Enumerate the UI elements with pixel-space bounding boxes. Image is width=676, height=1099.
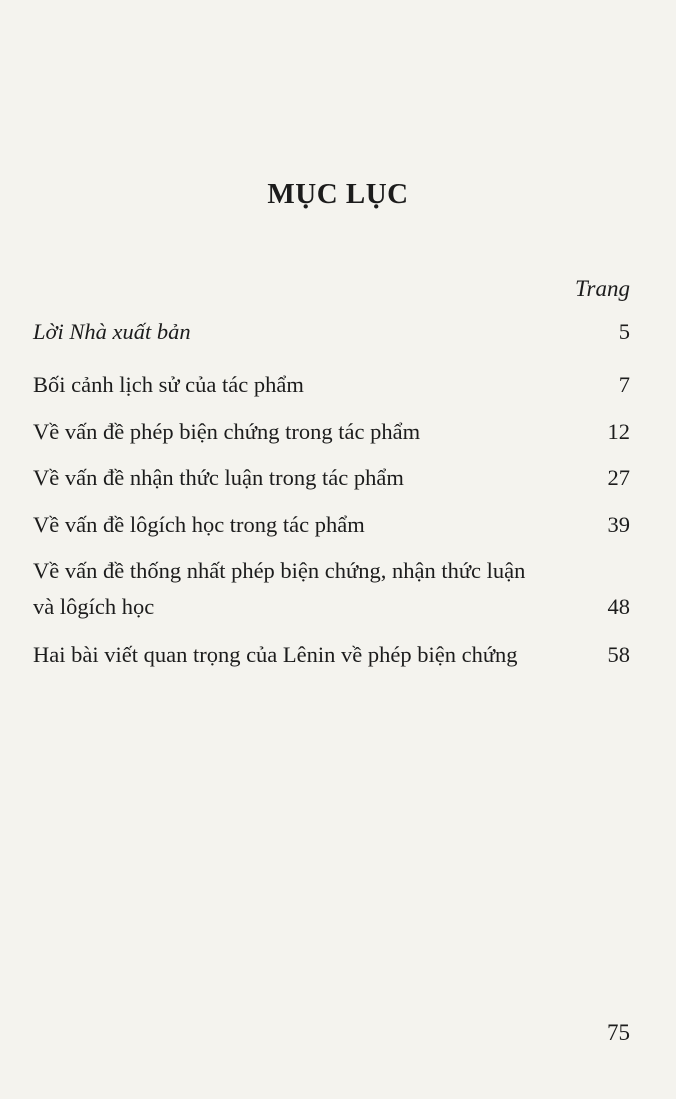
toc-entry-title: Về vấn đề phép biện chứng trong tác phẩm — [33, 419, 421, 444]
toc-entry-4 — [33, 460, 630, 496]
page-column-header: Trang — [575, 276, 630, 301]
toc-entry-7 — [33, 637, 630, 673]
toc-entry-page: 12 — [607, 419, 630, 444]
toc-entry-page: 7 — [618, 372, 630, 397]
toc-entry-title: Hai bài viết quan trọng của Lênin về phép biện chứng — [33, 642, 518, 667]
toc-entry-2 — [33, 367, 630, 403]
toc-entry-title: Về vấn đề nhận thức luận trong tác phẩm — [33, 465, 404, 490]
page-title: MỤC LỤC — [267, 178, 409, 210]
toc-entry-1 — [33, 314, 630, 350]
toc-entry-page: 39 — [607, 512, 630, 537]
toc-entry-page: 48 — [607, 594, 630, 619]
toc-entry-6 — [33, 553, 630, 625]
toc-entry-page: 5 — [618, 319, 630, 344]
toc-entry-page: 27 — [607, 465, 630, 490]
toc-entry-page: 58 — [607, 642, 630, 667]
page-number: 75 — [607, 1020, 630, 1045]
toc-entry-title: Về vấn đề thống nhất phép biện chứng, nhận thức luận và lôgích học — [33, 558, 526, 619]
toc-entry-title: Bối cảnh lịch sử của tác phẩm — [33, 372, 304, 397]
toc-entry-3 — [33, 414, 630, 450]
toc-entry-title: Về vấn đề lôgích học trong tác phẩm — [33, 512, 365, 537]
toc-entry-title: Lời Nhà xuất bản — [33, 319, 191, 344]
toc-entry-5 — [33, 507, 630, 543]
